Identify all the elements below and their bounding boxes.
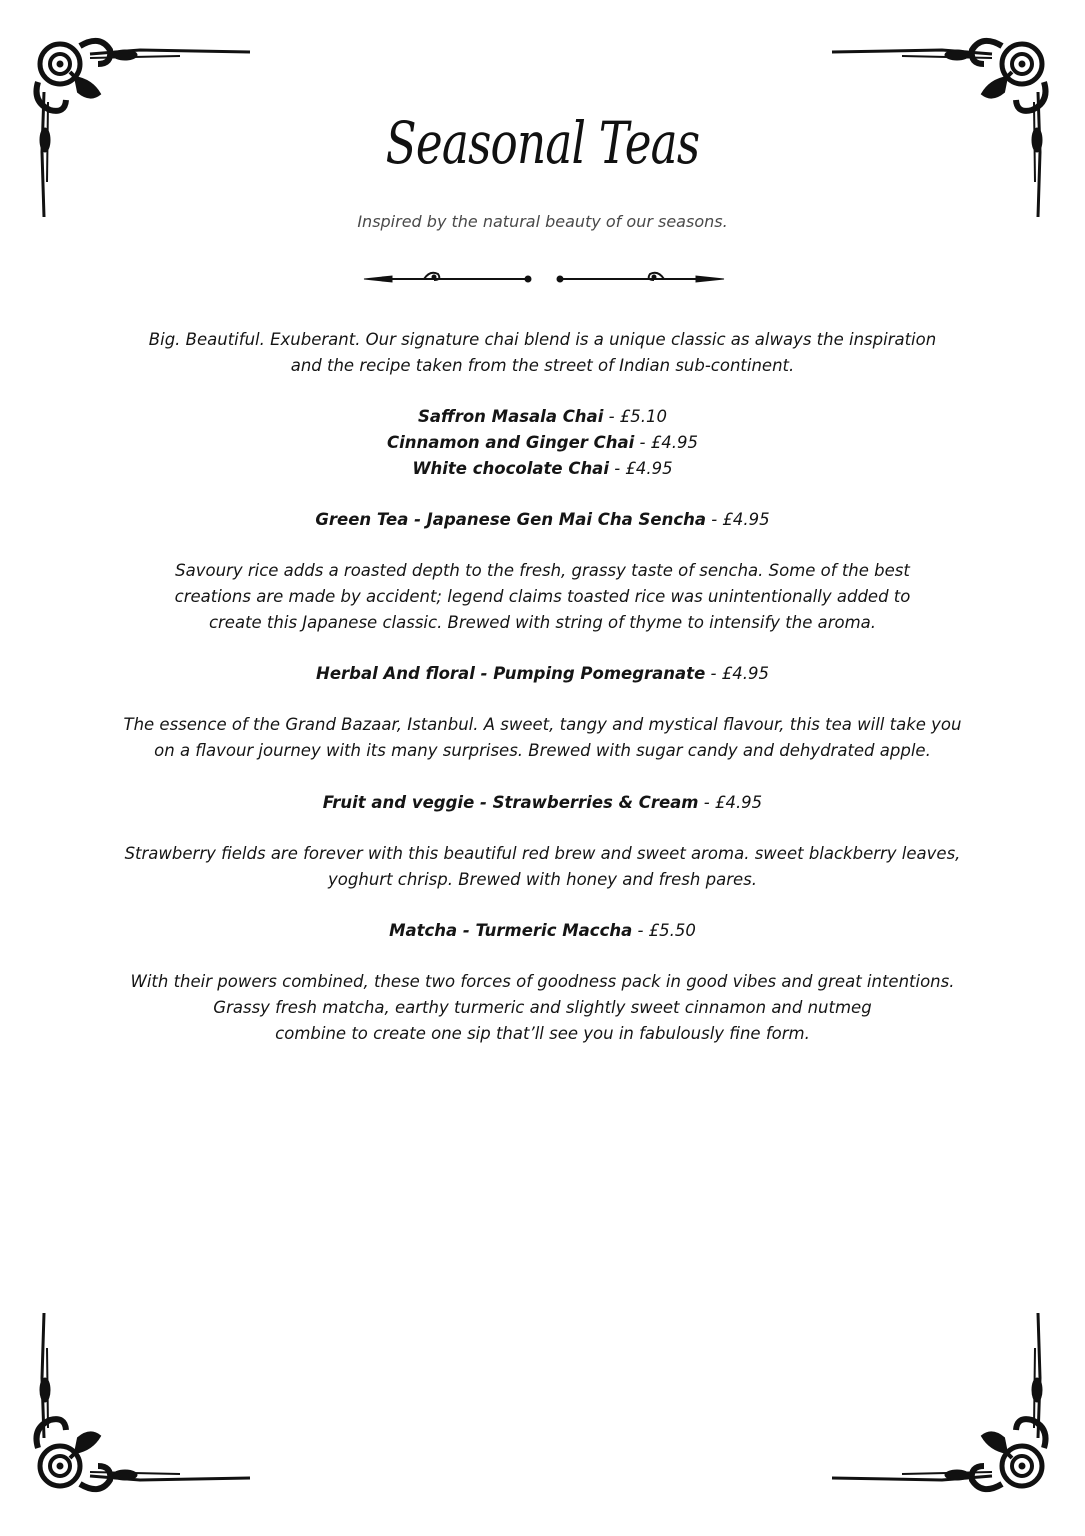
menu-item-herbal-floral [100,661,985,687]
menu-item-cinnamon-ginger-chai [100,430,985,456]
item-name: Saffron Masala Chai [417,407,604,427]
item-price: - £4.95 [705,664,769,684]
menu-item-green-tea [100,507,985,533]
menu-content [100,327,985,1047]
item-name: Cinnamon and Ginger Chai [386,432,635,452]
fruit-description: Strawberry fields are forever with this beautiful red brew and sweet aroma. sweet blackberry leaves, yoghurt chrisp. Brewed with honey and fresh pares. [124,843,961,889]
item-name: Green Tea - Japanese Gen Mai Cha Sencha [315,509,706,529]
item-name: White chocolate Chai [412,458,609,478]
item-name: Fruit and veggie - Strawberries & Cream [322,792,699,812]
item-price: - £5.10 [603,407,668,427]
menu-item-matcha [100,918,985,944]
chai-description: Big. Beautiful. Exuberant. Our signature chai blend is a unique classic as always the inspiration and the recipe taken from the street of Indian sub-continent. [148,330,937,375]
tagline: Inspired by the natural beauty of our seasons. [357,212,728,231]
item-price: - £4.95 [698,792,763,812]
divider-ornament-left [362,268,532,290]
ornament-corner-bottom-right [832,1313,1052,1498]
ornament-corner-bottom-left [30,1313,250,1498]
menu-item-saffron-masala-chai [100,404,985,430]
item-price: - £4.95 [608,458,673,478]
page-title: Seasonal Teas [385,109,700,177]
item-name: Herbal And floral - Pumping Pomegranate [316,664,706,684]
item-name: Matcha - Turmeric Maccha [389,921,633,941]
item-price: - £4.95 [705,509,770,529]
item-price: - £4.95 [634,432,698,452]
herbal-description: The essence of the Grand Bazaar, Istanbul. A sweet, tangy and mystical flavour, this tea will take you on a flavour journey with its many surprises. Brewed with sugar candy and dehydrated apple. [123,715,962,761]
menu-item-fruit-veggie [100,790,985,816]
green-tea-description: Savoury rice adds a roasted depth to the fresh, grassy taste of sencha. Some of the best creations are made by accident; legend claims toasted rice was unintentionally added to create this Japanese classic. Brewed with string of thyme to intensify the aroma. [174,561,911,632]
menu-item-white-chocolate-chai [100,456,985,482]
divider-ornament-right [556,268,726,290]
item-price: - £5.50 [632,921,696,941]
matcha-description: With their powers combined, these two forces of goodness pack in good vibes and great intentions. Grassy fresh matcha, earthy turmeric and slightly sweet cinnamon and nutmeg combine to create one sip that’ll see you in fabulously fine form. [130,972,955,1043]
